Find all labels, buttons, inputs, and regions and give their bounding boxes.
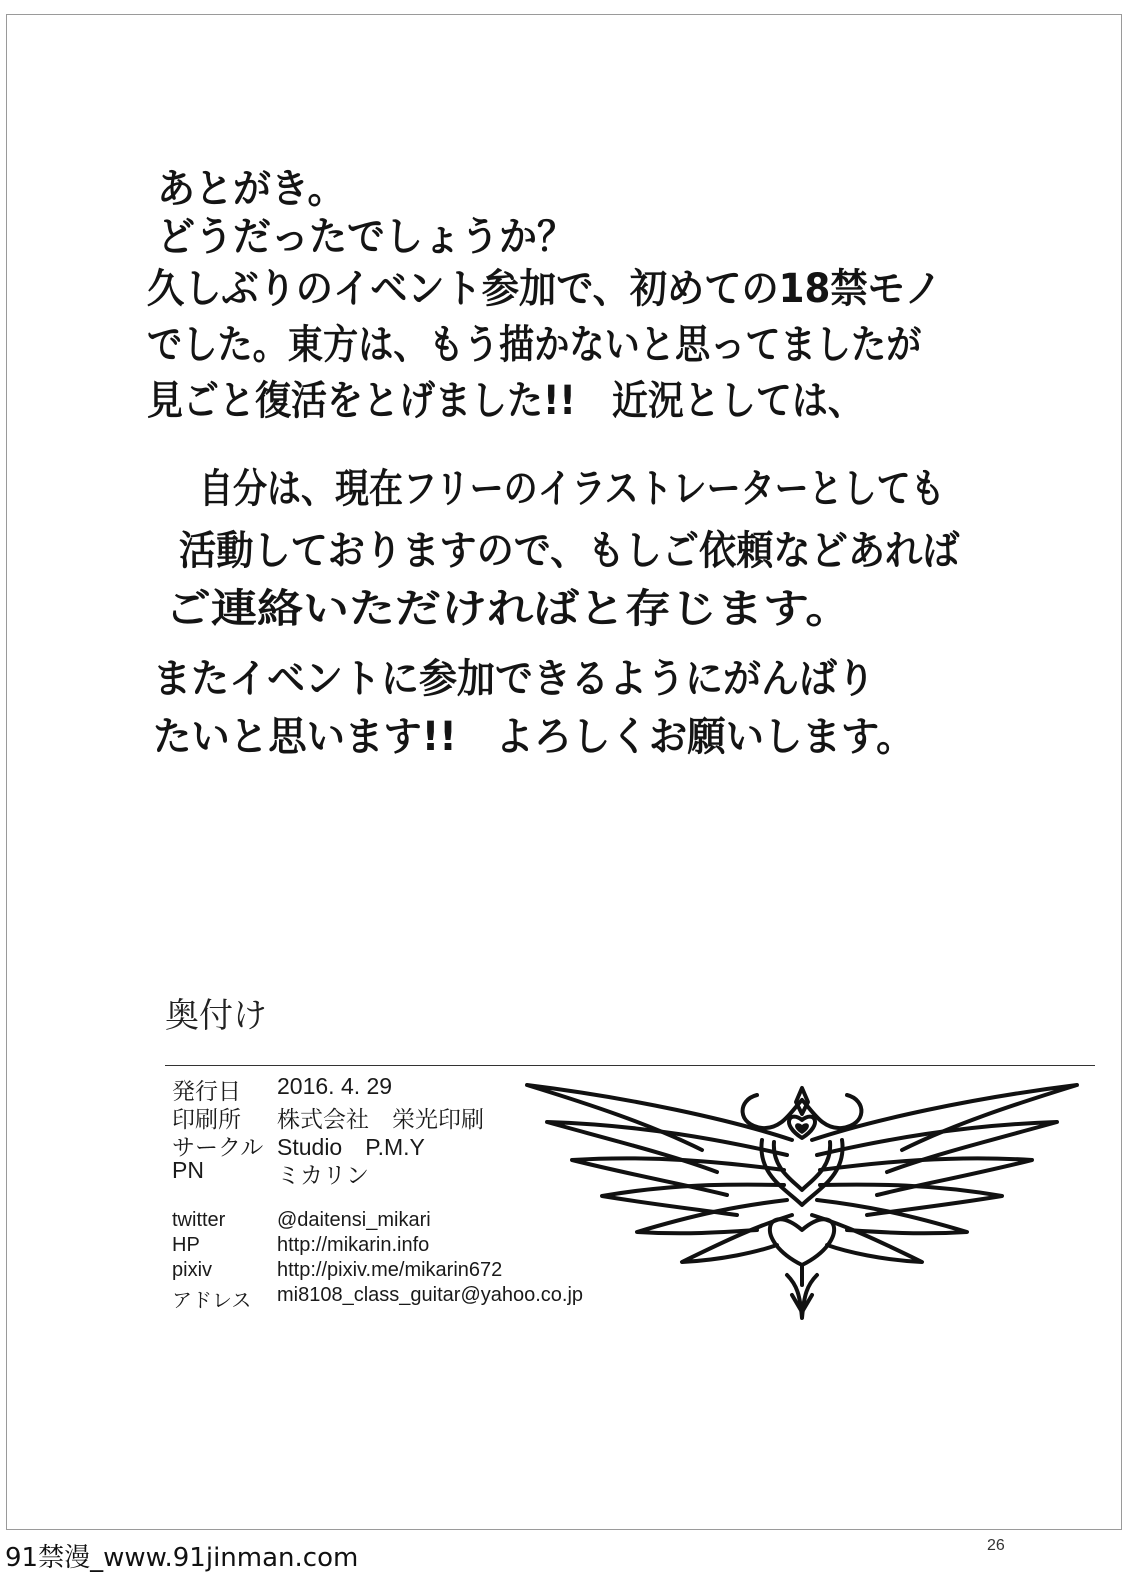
info-value: 2016. 4. 29 bbox=[277, 1073, 393, 1099]
pixiv-link[interactable]: http://pixiv.me/mikarin672 bbox=[277, 1259, 503, 1281]
afterword-line: 見ごと復活をとげました!! 近況としては、 bbox=[147, 378, 864, 424]
info-label: 発行日 bbox=[172, 1078, 241, 1104]
twitter-handle-link[interactable]: @daitensi_mikari bbox=[277, 1209, 431, 1231]
page-frame bbox=[6, 14, 1122, 1554]
afterword-line: ご連絡いただければと存じます。 bbox=[165, 586, 852, 632]
afterword-line: でした。東方は、もう描かないと思ってましたが bbox=[147, 322, 922, 368]
afterword-line: たいと思います!! よろしくお願いします。 bbox=[153, 714, 915, 760]
homepage-link[interactable]: http://mikarin.info bbox=[277, 1234, 430, 1256]
afterword-line: あとがき。 bbox=[157, 166, 346, 212]
info-value: 株式会社 栄光印刷 bbox=[277, 1106, 484, 1132]
info-label: HP bbox=[172, 1234, 200, 1256]
info-label: サークル bbox=[172, 1134, 264, 1160]
info-label: pixiv bbox=[172, 1259, 213, 1281]
afterword-line: またイベントに参加できるようにがんばり bbox=[153, 656, 875, 702]
info-label: アドレス bbox=[172, 1290, 252, 1312]
afterword-line: どうだったでしょうか？ bbox=[157, 214, 575, 260]
afterword-line: 自分は、現在フリーのイラストレーターとしても bbox=[199, 466, 945, 512]
info-label: twitter bbox=[172, 1209, 226, 1231]
info-value: Studio P.M.Y bbox=[277, 1134, 425, 1160]
info-label: 印刷所 bbox=[172, 1106, 241, 1132]
afterword-line: 活動しておりますので、もしご依頼などあれば bbox=[179, 528, 960, 574]
email-link[interactable]: mi8108_class_guitar@yahoo.co.jp bbox=[277, 1284, 584, 1306]
winged-heart-emblem-icon bbox=[522, 1080, 1082, 1320]
colophon-divider bbox=[165, 1065, 1095, 1066]
colophon-title: 奥付け bbox=[165, 996, 267, 1036]
info-value: ミカリン bbox=[277, 1162, 369, 1188]
site-watermark: 91禁漫_www.91jinman.com bbox=[5, 1543, 359, 1573]
afterword-line: 久しぶりのイベント参加で、初めての18禁モノ bbox=[147, 266, 942, 312]
page-number: 26 bbox=[987, 1537, 1005, 1554]
info-label: PN bbox=[172, 1157, 204, 1183]
